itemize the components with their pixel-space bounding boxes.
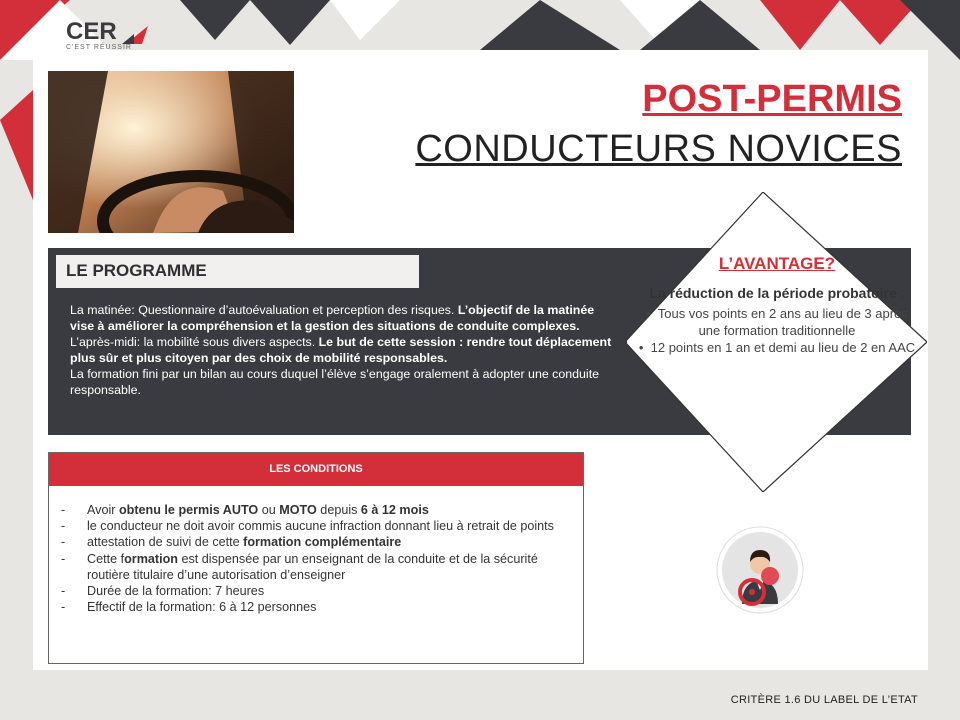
list-item bbox=[49, 534, 583, 550]
cer-logo bbox=[66, 20, 156, 60]
cond4-c: est dispensée par un enseignant de la conduite et de la sécurité routière titulaire d’une autorisation d’enseigner bbox=[87, 551, 538, 582]
list-item bbox=[49, 518, 583, 534]
cond4-b: ormation bbox=[124, 551, 178, 566]
list-item bbox=[49, 502, 583, 518]
instructor-avatar-icon bbox=[716, 526, 804, 614]
logo-brand: CER bbox=[66, 18, 117, 45]
avantage-subtitle-bold: La réduction de la période probatoire bbox=[649, 285, 897, 301]
programme-afternoon: L’après-midi: la mobilité sous divers aspects. bbox=[70, 335, 319, 349]
programme-conclusion: La formation fini par un bilan au cours duquel l’élève s’engage oralement à adopter une conduite responsable. bbox=[70, 367, 600, 397]
conditions-heading: LES CONDITIONS bbox=[49, 453, 583, 486]
programme-morning: La matinée: Questionnaire d’autoévaluation et perception des risques. bbox=[70, 303, 458, 317]
cond3-b: formation complémentaire bbox=[243, 535, 402, 550]
avantage-subtitle bbox=[630, 284, 924, 302]
cond4-a: Cette f bbox=[87, 551, 125, 566]
avantage-item-1: Tous vos points en 2 ans au lieu de 3 après une formation traditionnelle bbox=[657, 306, 908, 338]
cond1-c: ou bbox=[258, 503, 280, 517]
cond5: Durée de la formation: 7 heures bbox=[87, 584, 265, 599]
cond2: le conducteur ne doit avoir commis aucune infraction donnant lieu à retrait de points bbox=[87, 519, 554, 534]
avantage-title: L’AVANTAGE? bbox=[718, 254, 836, 273]
cond1-a: Avoir bbox=[87, 503, 119, 517]
programme-heading: LE PROGRAMME bbox=[66, 261, 207, 280]
driver-photo-illustration bbox=[48, 71, 294, 233]
conditions-list bbox=[49, 502, 583, 615]
cond1-d: MOTO bbox=[279, 503, 317, 517]
list-item bbox=[49, 551, 583, 583]
conditions-panel bbox=[48, 452, 584, 664]
cond6: Effectif de la formation: 6 à 12 personnes bbox=[87, 600, 317, 615]
programme-afternoon-goal: Le but de cette session : rendre tout déplacement plus sûr et plus citoyen par des choix de mobilité responsables. bbox=[70, 335, 612, 365]
list-item: • 12 points en 1 an et demi au lieu de 2 en AAC bbox=[638, 340, 916, 355]
cond1-e: depuis bbox=[316, 503, 361, 517]
cond1-f: 6 à 12 mois bbox=[360, 503, 429, 517]
programme-heading-box bbox=[56, 255, 419, 288]
programme-text bbox=[70, 302, 615, 398]
list-item bbox=[49, 599, 583, 615]
cond1-b: obtenu le permis AUTO bbox=[118, 503, 259, 517]
avantage-item-2: 12 points en 1 an et demi au lieu de 2 en AAC bbox=[650, 340, 916, 355]
page-title-secondary: CONDUCTEURS NOVICES bbox=[415, 128, 902, 170]
driver-photo bbox=[48, 71, 294, 233]
avantage-block bbox=[630, 254, 924, 356]
page-title-primary: POST-PERMIS bbox=[642, 78, 902, 120]
footer-label: CRITÈRE 1.6 DU LABEL DE L’ETAT bbox=[730, 694, 918, 706]
programme-morning-goal: L’objectif de la matinée vise à améliorer la compréhension et la gestion des situations de conduite complexes. bbox=[70, 303, 595, 333]
avantage-subtitle-rest: : bbox=[896, 285, 905, 301]
logo-mark-icon bbox=[122, 24, 150, 46]
avantage-list bbox=[630, 305, 924, 356]
cond3-a: attestation de suivi de cette bbox=[87, 535, 244, 550]
list-item: • Tous vos points en 2 ans au lieu de 3 après une formation traditionnelle bbox=[646, 306, 908, 338]
list-item bbox=[49, 583, 583, 599]
logo-slogan: C'EST RÉUSSIR bbox=[66, 44, 132, 51]
